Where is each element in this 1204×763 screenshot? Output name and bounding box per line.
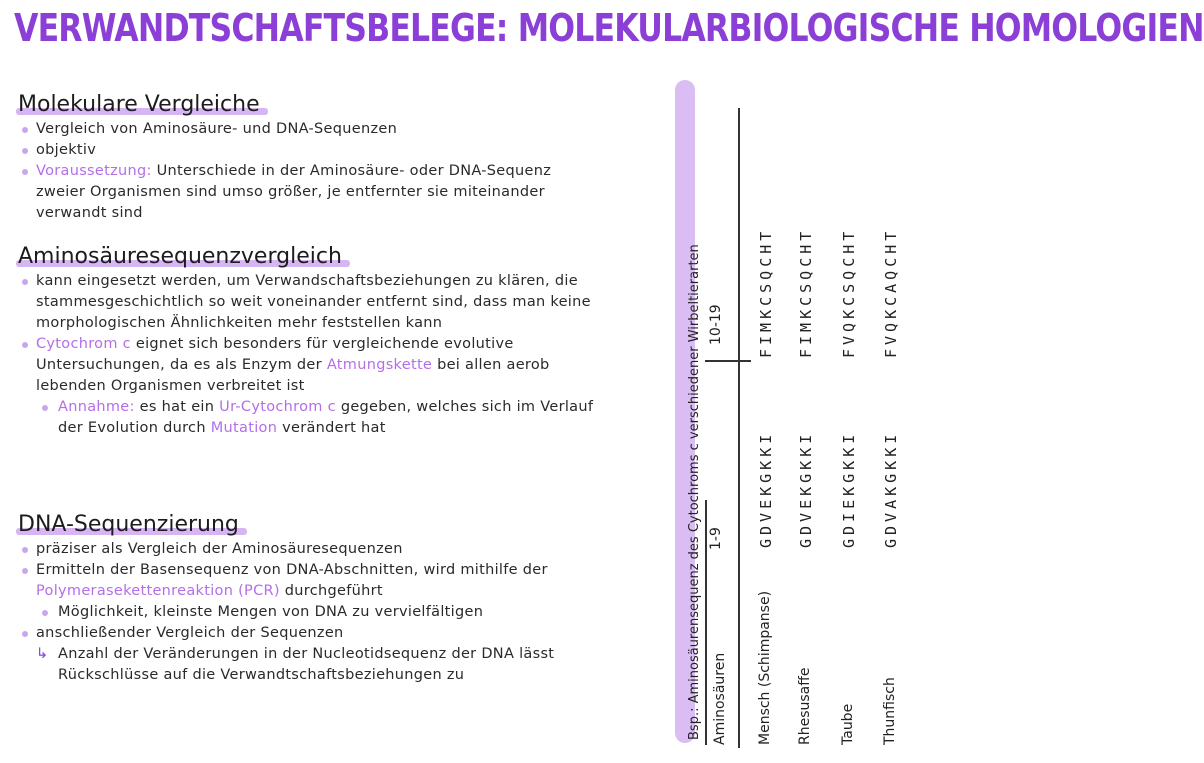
sequence-10-19: FVQKCAQCHT	[882, 227, 900, 358]
list-item: Möglichkeit, kleinste Mengen von DNA zu vervielfältigen	[18, 602, 658, 623]
sequence-10-19: FVQKCSQCHT	[840, 227, 858, 358]
list-item: Vergleich von Aminosäure- und DNA-Sequenzen	[18, 119, 658, 140]
heading-molecular: Molekulare Vergleiche	[18, 92, 260, 117]
highlight-term: Cytochrom c	[36, 336, 131, 352]
table-caption	[685, 80, 705, 740]
sequence-1-9: GDVEKGKKI	[757, 430, 775, 548]
list-dna	[18, 539, 658, 686]
row-label: Aminosäuren	[712, 652, 728, 745]
sequence-1-9: GDVEKGKKI	[797, 430, 815, 548]
list-item-text: eignet sich besonders für vergleichende evolutive Untersuchungen, da es als Enzym der	[36, 336, 514, 373]
page-title: VERWANDTSCHAFTSBELEGE: MOLEKULARBIOLOGISCHE HOMOLOGIEN	[14, 6, 1204, 50]
list-molecular	[18, 119, 658, 224]
highlight-term: Annahme:	[58, 399, 135, 415]
arrow-icon: ↳	[36, 646, 49, 662]
list-item	[18, 644, 618, 686]
highlight-term: Mutation	[210, 420, 278, 436]
list-item: anschließender Vergleich der Sequenzen	[18, 623, 658, 644]
list-amino	[18, 271, 658, 439]
heading-amino: Aminosäuresequenzvergleich	[18, 244, 342, 269]
list-item	[18, 161, 596, 224]
list-item-text: bei allen aerob lebenden Organismen verbreitet ist	[36, 357, 550, 394]
section-molecular	[18, 92, 658, 224]
row-label: Rhesusaffe	[797, 667, 813, 745]
row-label: Thunfisch	[882, 677, 898, 745]
list-item-text: Anzahl der Veränderungen in der Nucleotidsequenz der DNA lässt Rückschlüsse auf die Verwandtschaftsbeziehungen zu	[58, 646, 555, 683]
highlight-term: Polymerasekettenreaktion (PCR)	[36, 583, 280, 599]
sequence-1-9: GDVAKGKKI	[882, 430, 900, 548]
sequence-1-9: GDIEKGKKI	[840, 430, 858, 548]
list-item-text: verändert hat	[282, 420, 386, 436]
list-item-text: Unterschiede in der Aminosäure- oder DNA-Sequenz zweier Organismen sind umso größer, je entfernter sie miteinander verwandt sind	[36, 163, 552, 221]
row-label: Taube	[840, 703, 856, 745]
list-item: kann eingesetzt werden, um Verwandschaftsbeziehungen zu klären, die stammesgeschichtlich so weit voneinander entfernt sind, dass man keine morphologischen Ähnlichkeiten mehr feststellen kann	[18, 271, 596, 334]
table-divider	[705, 360, 751, 362]
section-dna	[18, 512, 658, 686]
range-label-2: 10-19	[708, 304, 724, 345]
table-divider	[705, 500, 707, 745]
list-item-text: gegeben, welches sich im Verlauf der Evolution durch	[58, 399, 594, 436]
range-label-1: 1-9	[708, 527, 724, 550]
list-item-text: Ermitteln der Basensequenz von DNA-Abschnitten, wird mithilfe der	[36, 562, 548, 578]
sequence-10-19: FIMKCSQCHT	[757, 227, 775, 358]
row-label: Mensch (Schimpanse)	[757, 590, 773, 745]
heading-dna: DNA-Sequenzierung	[18, 512, 239, 537]
list-item: präziser als Vergleich der Aminosäuresequenzen	[18, 539, 658, 560]
list-item-text: durchgeführt	[284, 583, 383, 599]
caption-text: verschiedener Wirbeltierarten	[687, 244, 702, 440]
caption-text: Bsp.: Aminosäurensequenz des Cytochroms c	[687, 443, 702, 740]
highlight-term: Voraussetzung:	[36, 163, 152, 179]
list-item-text: es hat ein	[139, 399, 215, 415]
list-item	[18, 334, 596, 397]
sequence-10-19: FIMKCSQCHT	[797, 227, 815, 358]
highlight-term: Atmungskette	[326, 357, 433, 373]
highlight-term: Ur-Cytochrom c	[219, 399, 336, 415]
table-divider	[738, 108, 740, 748]
list-item	[18, 397, 618, 439]
list-item	[18, 560, 616, 602]
list-item: objektiv	[18, 140, 658, 161]
section-amino	[18, 244, 658, 439]
